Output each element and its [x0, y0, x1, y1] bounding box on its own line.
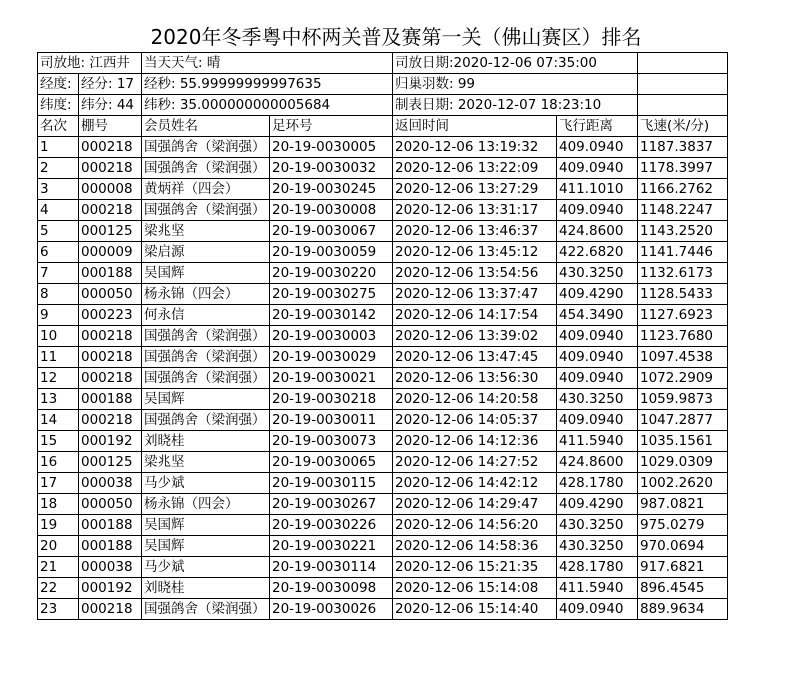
- member-name-cell: 梁兆坚: [142, 221, 270, 242]
- loft-cell: 000218: [79, 347, 142, 368]
- loft-cell: 000050: [79, 284, 142, 305]
- rank-cell: 20: [38, 536, 79, 557]
- weather-cell: 当天天气: 晴: [142, 53, 393, 74]
- return-time-cell: 2020-12-06 13:37:47: [393, 284, 557, 305]
- ring-number-cell: 20-19-0030011: [270, 410, 393, 431]
- loft-cell: 000188: [79, 263, 142, 284]
- distance-cell: 409.0940: [557, 158, 638, 179]
- speed-cell: 1132.6173: [638, 263, 728, 284]
- speed-cell: 1178.3997: [638, 158, 728, 179]
- rank-cell: 5: [38, 221, 79, 242]
- table-row: [38, 347, 728, 368]
- ring-number-cell: 20-19-0030021: [270, 368, 393, 389]
- column-header-speed: 飞速(米/分): [638, 116, 728, 137]
- distance-cell: 428.1780: [557, 473, 638, 494]
- speed-cell: 896.4545: [638, 578, 728, 599]
- member-name-cell: 何永信: [142, 305, 270, 326]
- release-date-cell: 司放日期:2020-12-06 07:35:00: [393, 53, 638, 74]
- return-time-cell: 2020-12-06 14:27:52: [393, 452, 557, 473]
- loft-cell: 000125: [79, 221, 142, 242]
- return-time-cell: 2020-12-06 14:17:54: [393, 305, 557, 326]
- return-time-cell: 2020-12-06 15:21:35: [393, 557, 557, 578]
- member-name-cell: 杨永锦（四会）: [142, 494, 270, 515]
- return-time-cell: 2020-12-06 13:47:45: [393, 347, 557, 368]
- empty-cell: [638, 74, 728, 95]
- ring-number-cell: 20-19-0030032: [270, 158, 393, 179]
- distance-cell: 409.0940: [557, 200, 638, 221]
- speed-cell: 1166.2762: [638, 179, 728, 200]
- longitude-label-cell: 经度:: [38, 74, 79, 95]
- longitude-seconds-cell: 经秒: 55.99999999997635: [142, 74, 393, 95]
- member-name-cell: 黄炳祥（四会）: [142, 179, 270, 200]
- return-time-cell: 2020-12-06 14:05:37: [393, 410, 557, 431]
- ring-number-cell: 20-19-0030026: [270, 599, 393, 620]
- rank-cell: 17: [38, 473, 79, 494]
- column-header-loft: 棚号: [79, 116, 142, 137]
- table-row: [38, 305, 728, 326]
- member-name-cell: 国强鸽舍（梁润强）: [142, 158, 270, 179]
- ring-number-cell: 20-19-0030114: [270, 557, 393, 578]
- table-row: [38, 431, 728, 452]
- member-name-cell: 梁兆坚: [142, 452, 270, 473]
- table-row: [38, 368, 728, 389]
- table-row: [38, 179, 728, 200]
- table-row: [38, 557, 728, 578]
- speed-cell: 1148.2247: [638, 200, 728, 221]
- ring-number-cell: 20-19-0030275: [270, 284, 393, 305]
- rank-cell: 13: [38, 389, 79, 410]
- member-name-cell: 国强鸽舍（梁润强）: [142, 137, 270, 158]
- speed-cell: 1059.9873: [638, 389, 728, 410]
- return-time-cell: 2020-12-06 15:14:40: [393, 599, 557, 620]
- return-time-cell: 2020-12-06 14:42:12: [393, 473, 557, 494]
- speed-cell: 1029.0309: [638, 452, 728, 473]
- distance-cell: 430.3250: [557, 389, 638, 410]
- info-row-latitude: [38, 95, 728, 116]
- ring-number-cell: 20-19-0030005: [270, 137, 393, 158]
- member-name-cell: 吴国辉: [142, 536, 270, 557]
- rank-cell: 8: [38, 284, 79, 305]
- rank-cell: 21: [38, 557, 79, 578]
- distance-cell: 422.6820: [557, 242, 638, 263]
- return-time-cell: 2020-12-06 14:20:58: [393, 389, 557, 410]
- table-row: [38, 578, 728, 599]
- table-row: [38, 473, 728, 494]
- rank-cell: 1: [38, 137, 79, 158]
- ring-number-cell: 20-19-0030098: [270, 578, 393, 599]
- latitude-seconds-cell: 纬秒: 35.000000000005684: [142, 95, 393, 116]
- table-row: [38, 242, 728, 263]
- rank-cell: 18: [38, 494, 79, 515]
- table-row: [38, 158, 728, 179]
- column-header-member: 会员姓名: [142, 116, 270, 137]
- speed-cell: 1128.5433: [638, 284, 728, 305]
- speed-cell: 1123.7680: [638, 326, 728, 347]
- distance-cell: 409.0940: [557, 368, 638, 389]
- table-row: [38, 494, 728, 515]
- table-row: [38, 221, 728, 242]
- loft-cell: 000218: [79, 599, 142, 620]
- ring-number-cell: 20-19-0030003: [270, 326, 393, 347]
- page-title: 2020年冬季粤中杯两关普及赛第一关（佛山赛区）排名: [150, 25, 642, 49]
- speed-cell: 1141.7446: [638, 242, 728, 263]
- speed-cell: 1047.2877: [638, 410, 728, 431]
- empty-cell: [638, 53, 728, 74]
- return-time-cell: 2020-12-06 14:12:36: [393, 431, 557, 452]
- loft-cell: 000038: [79, 473, 142, 494]
- ring-number-cell: 20-19-0030059: [270, 242, 393, 263]
- distance-cell: 424.8600: [557, 452, 638, 473]
- return-time-cell: 2020-12-06 14:29:47: [393, 494, 557, 515]
- member-name-cell: 马少斌: [142, 557, 270, 578]
- return-time-cell: 2020-12-06 13:19:32: [393, 137, 557, 158]
- table-row: [38, 200, 728, 221]
- rank-cell: 10: [38, 326, 79, 347]
- location-cell: 司放地: 江西井: [38, 53, 142, 74]
- ring-number-cell: 20-19-0030267: [270, 494, 393, 515]
- return-time-cell: 2020-12-06 14:56:20: [393, 515, 557, 536]
- return-time-cell: 2020-12-06 13:54:56: [393, 263, 557, 284]
- speed-cell: 1143.2520: [638, 221, 728, 242]
- returned-count-cell: 归巢羽数: 99: [393, 74, 638, 95]
- loft-cell: 000009: [79, 242, 142, 263]
- table-date-cell: 制表日期: 2020-12-07 18:23:10: [393, 95, 638, 116]
- return-time-cell: 2020-12-06 13:27:29: [393, 179, 557, 200]
- loft-cell: 000218: [79, 326, 142, 347]
- rank-cell: 16: [38, 452, 79, 473]
- ring-number-cell: 20-19-0030245: [270, 179, 393, 200]
- ring-number-cell: 20-19-0030115: [270, 473, 393, 494]
- speed-cell: 1072.2909: [638, 368, 728, 389]
- member-name-cell: 吴国辉: [142, 263, 270, 284]
- ring-number-cell: 20-19-0030067: [270, 221, 393, 242]
- return-time-cell: 2020-12-06 13:45:12: [393, 242, 557, 263]
- distance-cell: 409.0940: [557, 410, 638, 431]
- distance-cell: 409.4290: [557, 494, 638, 515]
- distance-cell: 409.0940: [557, 347, 638, 368]
- ring-number-cell: 20-19-0030065: [270, 452, 393, 473]
- speed-cell: 1002.2620: [638, 473, 728, 494]
- speed-cell: 975.0279: [638, 515, 728, 536]
- member-name-cell: 吴国辉: [142, 389, 270, 410]
- distance-cell: 454.3490: [557, 305, 638, 326]
- rank-cell: 3: [38, 179, 79, 200]
- speed-cell: 1127.6923: [638, 305, 728, 326]
- rank-cell: 4: [38, 200, 79, 221]
- table-row: [38, 452, 728, 473]
- distance-cell: 409.0940: [557, 137, 638, 158]
- ring-number-cell: 20-19-0030142: [270, 305, 393, 326]
- return-time-cell: 2020-12-06 13:31:17: [393, 200, 557, 221]
- distance-cell: 409.0940: [557, 326, 638, 347]
- ring-number-cell: 20-19-0030218: [270, 389, 393, 410]
- table-row: [38, 263, 728, 284]
- member-name-cell: 国强鸽舍（梁润强）: [142, 368, 270, 389]
- rank-cell: 12: [38, 368, 79, 389]
- column-header-distance: 飞行距离: [557, 116, 638, 137]
- speed-cell: 917.6821: [638, 557, 728, 578]
- table-row: [38, 326, 728, 347]
- distance-cell: 411.5940: [557, 431, 638, 452]
- loft-cell: 000218: [79, 368, 142, 389]
- loft-cell: 000008: [79, 179, 142, 200]
- loft-cell: 000218: [79, 410, 142, 431]
- return-time-cell: 2020-12-06 14:58:36: [393, 536, 557, 557]
- member-name-cell: 国强鸽舍（梁润强）: [142, 200, 270, 221]
- distance-cell: 411.1010: [557, 179, 638, 200]
- column-header-ring: 足环号: [270, 116, 393, 137]
- member-name-cell: 梁启源: [142, 242, 270, 263]
- member-name-cell: 国强鸽舍（梁润强）: [142, 410, 270, 431]
- ring-number-cell: 20-19-0030221: [270, 536, 393, 557]
- loft-cell: 000192: [79, 578, 142, 599]
- table-row: [38, 284, 728, 305]
- distance-cell: 409.4290: [557, 284, 638, 305]
- rank-cell: 6: [38, 242, 79, 263]
- rank-cell: 2: [38, 158, 79, 179]
- distance-cell: 411.5940: [557, 578, 638, 599]
- speed-cell: 987.0821: [638, 494, 728, 515]
- column-header-rank: 名次: [38, 116, 79, 137]
- longitude-minutes-cell: 经分: 17: [79, 74, 142, 95]
- distance-cell: 430.3250: [557, 515, 638, 536]
- speed-cell: 889.9634: [638, 599, 728, 620]
- rank-cell: 7: [38, 263, 79, 284]
- table-row: [38, 389, 728, 410]
- member-name-cell: 吴国辉: [142, 515, 270, 536]
- column-header-return-time: 返回时间: [393, 116, 557, 137]
- latitude-label-cell: 纬度:: [38, 95, 79, 116]
- rank-cell: 14: [38, 410, 79, 431]
- loft-cell: 000050: [79, 494, 142, 515]
- ranking-table: [37, 52, 728, 620]
- loft-cell: 000218: [79, 158, 142, 179]
- loft-cell: 000125: [79, 452, 142, 473]
- member-name-cell: 刘晓桂: [142, 578, 270, 599]
- member-name-cell: 国强鸽舍（梁润强）: [142, 326, 270, 347]
- distance-cell: 430.3250: [557, 536, 638, 557]
- ring-number-cell: 20-19-0030073: [270, 431, 393, 452]
- distance-cell: 409.0940: [557, 599, 638, 620]
- empty-cell: [638, 95, 728, 116]
- return-time-cell: 2020-12-06 15:14:08: [393, 578, 557, 599]
- latitude-minutes-cell: 纬分: 44: [79, 95, 142, 116]
- ring-number-cell: 20-19-0030029: [270, 347, 393, 368]
- table-row: [38, 515, 728, 536]
- ring-number-cell: 20-19-0030220: [270, 263, 393, 284]
- return-time-cell: 2020-12-06 13:22:09: [393, 158, 557, 179]
- return-time-cell: 2020-12-06 13:39:02: [393, 326, 557, 347]
- loft-cell: 000188: [79, 515, 142, 536]
- speed-cell: 1097.4538: [638, 347, 728, 368]
- member-name-cell: 马少斌: [142, 473, 270, 494]
- speed-cell: 1187.3837: [638, 137, 728, 158]
- member-name-cell: 杨永锦（四会）: [142, 284, 270, 305]
- distance-cell: 428.1780: [557, 557, 638, 578]
- table-row: [38, 137, 728, 158]
- return-time-cell: 2020-12-06 13:46:37: [393, 221, 557, 242]
- speed-cell: 1035.1561: [638, 431, 728, 452]
- return-time-cell: 2020-12-06 13:56:30: [393, 368, 557, 389]
- rank-cell: 11: [38, 347, 79, 368]
- rank-cell: 19: [38, 515, 79, 536]
- speed-cell: 970.0694: [638, 536, 728, 557]
- table-row: [38, 410, 728, 431]
- member-name-cell: 国强鸽舍（梁润强）: [142, 347, 270, 368]
- distance-cell: 430.3250: [557, 263, 638, 284]
- loft-cell: 000192: [79, 431, 142, 452]
- table-row: [38, 599, 728, 620]
- loft-cell: 000038: [79, 557, 142, 578]
- loft-cell: 000218: [79, 137, 142, 158]
- loft-cell: 000188: [79, 536, 142, 557]
- rank-cell: 9: [38, 305, 79, 326]
- info-row-location: [38, 53, 728, 74]
- loft-cell: 000218: [79, 200, 142, 221]
- loft-cell: 000188: [79, 389, 142, 410]
- rank-cell: 22: [38, 578, 79, 599]
- member-name-cell: 刘晓桂: [142, 431, 270, 452]
- header-row: [38, 116, 728, 137]
- member-name-cell: 国强鸽舍（梁润强）: [142, 599, 270, 620]
- distance-cell: 424.8600: [557, 221, 638, 242]
- ring-number-cell: 20-19-0030008: [270, 200, 393, 221]
- rank-cell: 23: [38, 599, 79, 620]
- ring-number-cell: 20-19-0030226: [270, 515, 393, 536]
- loft-cell: 000223: [79, 305, 142, 326]
- info-row-longitude: [38, 74, 728, 95]
- rank-cell: 15: [38, 431, 79, 452]
- table-row: [38, 536, 728, 557]
